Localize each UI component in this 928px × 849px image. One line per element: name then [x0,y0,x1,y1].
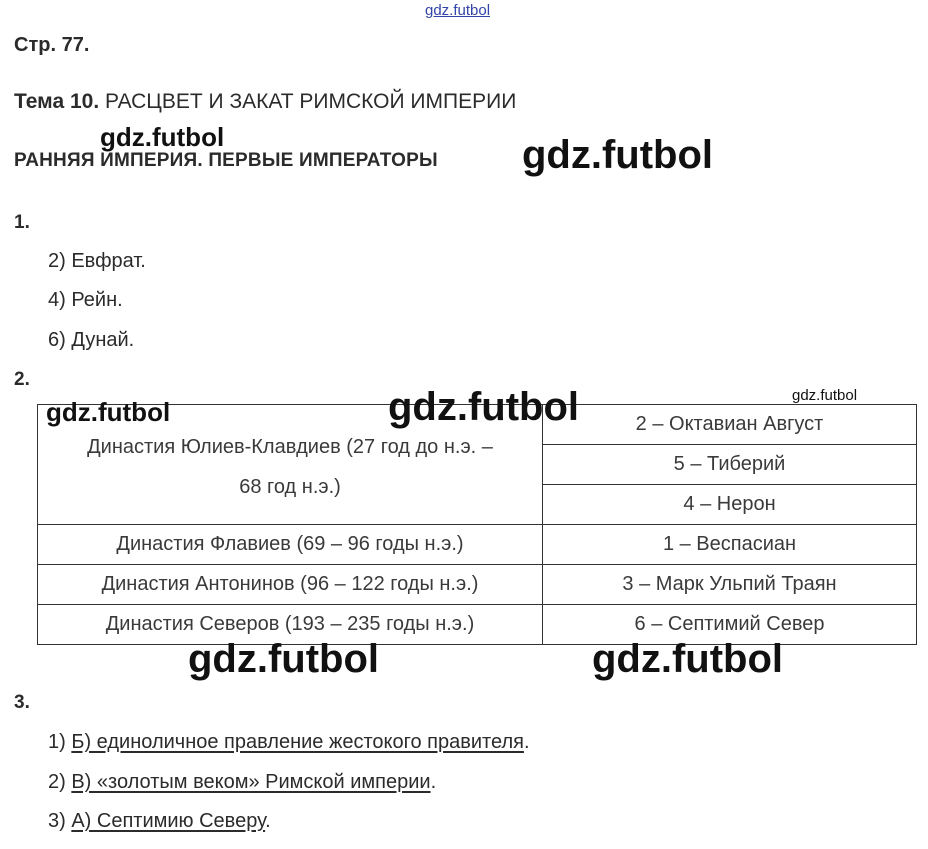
q3-answer-text: В) «золотым веком» Римской империи [71,771,431,793]
topic-title: РАСЦВЕТ И ЗАКАТ РИМСКОЙ ИМПЕРИИ [99,90,517,113]
watermark: gdz.futbol [188,637,380,681]
q1-answer: 4) Рейн. [48,289,123,311]
q1-answer: 6) Дунай. [48,329,135,351]
q3-answer-num: 2) [48,771,72,793]
emperor-cell: 4 – Нерон [543,485,917,525]
emperor-cell: 2 – Октавиан Август [543,405,917,445]
topic-heading [14,90,516,114]
dynasty-cell: Династия Северов (193 – 235 годы н.э.) [38,605,543,645]
table-row [38,605,917,645]
q3-answer-text: А) Септимию Северу [71,810,266,832]
q3-answer-text: Б) единоличное правление жестокого правителя [71,731,524,753]
dynasty-cell: Династия Флавиев (69 – 96 годы н.э.) [38,525,543,565]
q3-answer [48,771,436,794]
emperor-cell: 3 – Марк Ульпий Траян [543,565,917,605]
watermark: gdz.futbol [792,387,858,404]
q3-answer-end: . [430,771,437,793]
question-1-number: 1. [14,212,30,233]
watermark: gdz.futbol [522,133,714,177]
dynasty-name-line2: 68 год н.э.) [239,476,341,498]
watermark: gdz.futbol [46,397,171,427]
dynasty-name-line1: Династия Юлиев-Клавдиев (27 год до н.э. – [87,436,493,458]
dynasty-table [37,404,917,645]
table-row [38,565,917,605]
watermark: gdz.futbol [388,385,580,429]
q3-answer-num: 1) [48,731,72,753]
q1-answer: 2) Евфрат. [48,250,146,272]
q3-answer-end: . [523,731,530,753]
page-number: Стр. 77. [14,34,90,56]
watermark: gdz.futbol [592,637,784,681]
q3-answer-num: 3) [48,810,72,832]
dynasty-cell: Династия Антонинов (96 – 122 годы н.э.) [38,565,543,605]
emperor-cell: 1 – Веспасиан [543,525,917,565]
q3-answer [48,810,271,833]
topic-prefix: Тема 10. [14,90,100,113]
watermark-top: gdz.futbol [425,2,491,19]
section-subtitle: РАННЯЯ ИМПЕРИЯ. ПЕРВЫЕ ИМПЕРАТОРЫ [14,150,438,171]
q3-answer [48,731,530,754]
question-3-number: 3. [14,692,30,713]
question-2-number: 2. [14,369,30,390]
q3-answer-end: . [265,810,271,832]
table-row [38,525,917,565]
emperor-cell: 6 – Септимий Север [543,605,917,645]
emperor-cell: 5 – Тиберий [543,445,917,485]
watermark: gdz.futbol [100,122,225,152]
